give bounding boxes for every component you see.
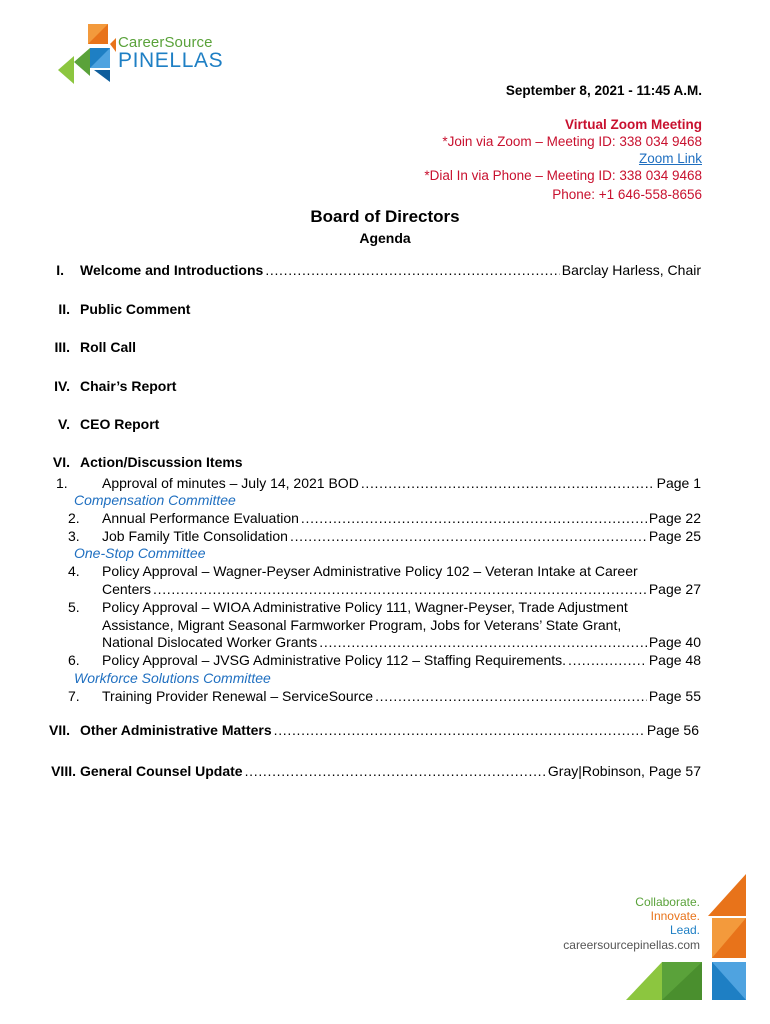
item-1-text: Approval of minutes – July 14, 2021 BOD — [102, 475, 359, 491]
section-8-label: General Counsel Update — [80, 763, 243, 779]
item-3-number: 3. — [68, 528, 80, 544]
item-5-text-line3: National Dislocated Worker Grants — [102, 634, 318, 650]
tagline-collaborate: Collaborate. — [635, 895, 700, 909]
item-7-number: 7. — [68, 688, 80, 704]
document-title: Board of Directors — [310, 207, 460, 226]
item-6-text: Policy Approval – JVSG Administrative Policy 112 – Staffing Requirements. — [102, 652, 567, 668]
item-5 — [102, 634, 701, 650]
item-5-number: 5. — [68, 599, 80, 615]
item-4-page: Page 27 — [648, 581, 701, 597]
zoom-link[interactable]: Zoom Link — [638, 151, 702, 166]
item-7-page: Page 55 — [648, 688, 701, 704]
tagline-innovate: Innovate. — [650, 909, 700, 923]
item-6-page: Page 48 — [648, 652, 701, 668]
brand-shapes-icon — [620, 872, 750, 1004]
item-6 — [102, 652, 701, 668]
item-7 — [102, 688, 701, 704]
item-5-text-line2: Assistance, Migrant Seasonal Farmworker Program, Jobs for Veterans’ State Grant, — [102, 617, 622, 633]
section-7-line — [80, 722, 699, 738]
section-1-line — [80, 262, 701, 278]
section-8-line — [80, 763, 701, 779]
dial-in-info: *Dial In via Phone – Meeting ID: 338 034 9468 — [424, 168, 702, 183]
section-7-label: Other Administrative Matters — [80, 722, 272, 738]
item-4-text-line1: Policy Approval – Wagner-Peyser Administrative Policy 102 – Veteran Intake at Career — [102, 563, 638, 579]
item-2-page: Page 22 — [648, 510, 701, 526]
section-3-label: Roll Call — [80, 339, 137, 355]
item-2-number: 2. — [68, 510, 80, 526]
section-6-label: Action/Discussion Items — [80, 454, 243, 470]
item-2-text: Annual Performance Evaluation — [102, 510, 299, 526]
item-4-text-line2: Centers — [102, 581, 152, 597]
item-3-text: Job Family Title Consolidation — [102, 528, 288, 544]
item-5-page: Page 40 — [648, 634, 701, 650]
item-6-number: 6. — [68, 652, 80, 668]
footer-website: careersourcepinellas.com — [563, 938, 700, 952]
item-1-number: 1. — [56, 475, 68, 491]
item-1-page: Page 1 — [656, 475, 701, 491]
section-1-label: Welcome and Introductions — [80, 262, 264, 278]
item-7-text: Training Provider Renewal – ServiceSource — [102, 688, 374, 704]
item-1 — [102, 475, 701, 491]
document-subtitle: Agenda — [359, 230, 411, 246]
item-3-page: Page 25 — [648, 528, 701, 544]
section-5-label: CEO Report — [80, 416, 160, 432]
logo-text-careersource: CareerSource — [118, 34, 213, 51]
section-2-label: Public Comment — [80, 301, 191, 317]
section-1-presenter: Barclay Harless, Chair — [561, 262, 701, 278]
meeting-type: Virtual Zoom Meeting — [564, 117, 702, 132]
meeting-date: September 8, 2021 - 11:45 A.M. — [505, 83, 702, 98]
item-4-number: 4. — [68, 563, 80, 579]
section-8-presenter: Gray|Robinson, Page 57 — [547, 763, 701, 779]
section-7-page: Page 56 — [646, 722, 699, 738]
section-4-label: Chair’s Report — [80, 378, 177, 394]
item-4 — [102, 581, 701, 597]
committee-workforce-solutions: Workforce Solutions Committee — [74, 670, 271, 686]
phone-number: Phone: +1 646-558-8656 — [552, 187, 702, 202]
tagline-lead: Lead. — [669, 923, 700, 937]
item-2 — [102, 510, 701, 526]
committee-one-stop: One-Stop Committee — [74, 545, 206, 561]
committee-compensation: Compensation Committee — [74, 492, 236, 508]
item-3 — [102, 528, 701, 544]
logo-text-pinellas: PINELLAS — [118, 49, 224, 72]
zoom-join-info: *Join via Zoom – Meeting ID: 338 034 9468 — [442, 134, 702, 149]
item-5-text-line1: Policy Approval – WIOA Administrative Policy 111, Wagner-Peyser, Trade Adjustment — [102, 599, 628, 615]
